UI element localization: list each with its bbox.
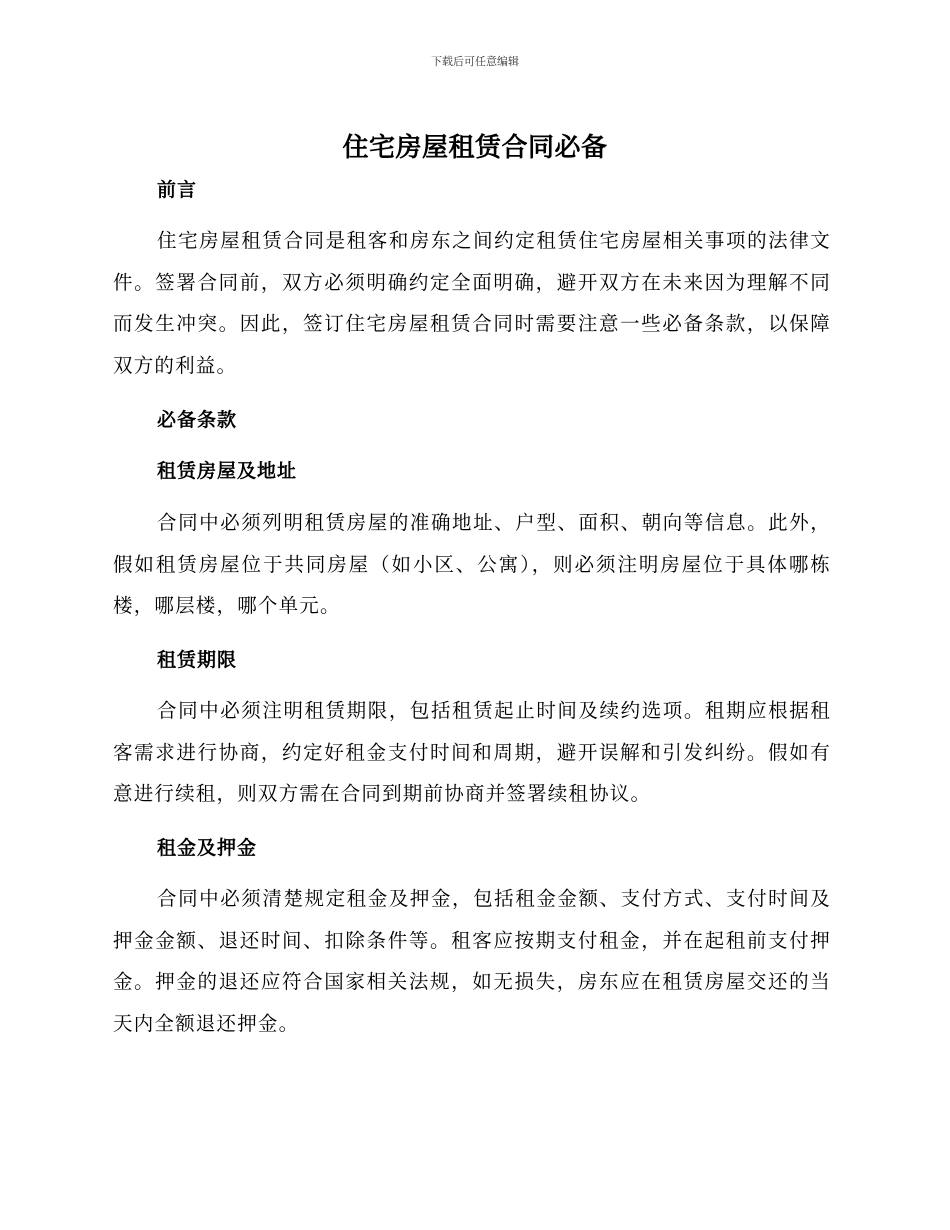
section-heading-preface: 前言 xyxy=(157,179,198,201)
section-body-lease-term: 合同中必须注明租赁期限，包括租赁起止时间及续约选项。租期应根据租客需求进行协商，约定好租金支付时间和周期，避开误解和引发纠纷。假如有意进行续租，则双方需在合同到期前协商并签署续租协议。 xyxy=(113,699,831,805)
section-body-preface: 住宅房屋租赁合同是租客和房东之间约定租赁住宅房屋相关事项的法律文件。签署合同前，双方必须明确约定全面明确，避开双方在未来因为理解不同而发生冲突。因此，签订住宅房屋租赁合同时需要注意一些必备条款，以保障双方的利益。 xyxy=(113,229,831,377)
section-heading-lease-term: 租赁期限 xyxy=(157,649,238,671)
section-heading-rent-deposit: 租金及押金 xyxy=(157,837,258,859)
section-heading-premises-address: 租赁房屋及地址 xyxy=(157,460,298,482)
section-body-premises-address: 合同中必须列明租赁房屋的准确地址、户型、面积、朝向等信息。此外，假如租赁房屋位于共同房屋（如小区、公寓），则必须注明房屋位于具体哪栋楼，哪层楼，哪个单元。 xyxy=(113,511,831,617)
section-body-rent-deposit: 合同中必须清楚规定租金及押金，包括租金金额、支付方式、支付时间及押金金额、退还时间、扣除条件等。租客应按期支付租金，并在起租前支付押金。押金的退还应符合国家相关法规，如无损失，房东应在租赁房屋交还的当天内全额退还押金。 xyxy=(113,887,831,1035)
section-heading-required-clauses: 必备条款 xyxy=(157,409,238,431)
header-note: 下载后可任意编辑 xyxy=(431,55,519,68)
document-title: 住宅房屋租赁合同必备 xyxy=(342,133,608,163)
